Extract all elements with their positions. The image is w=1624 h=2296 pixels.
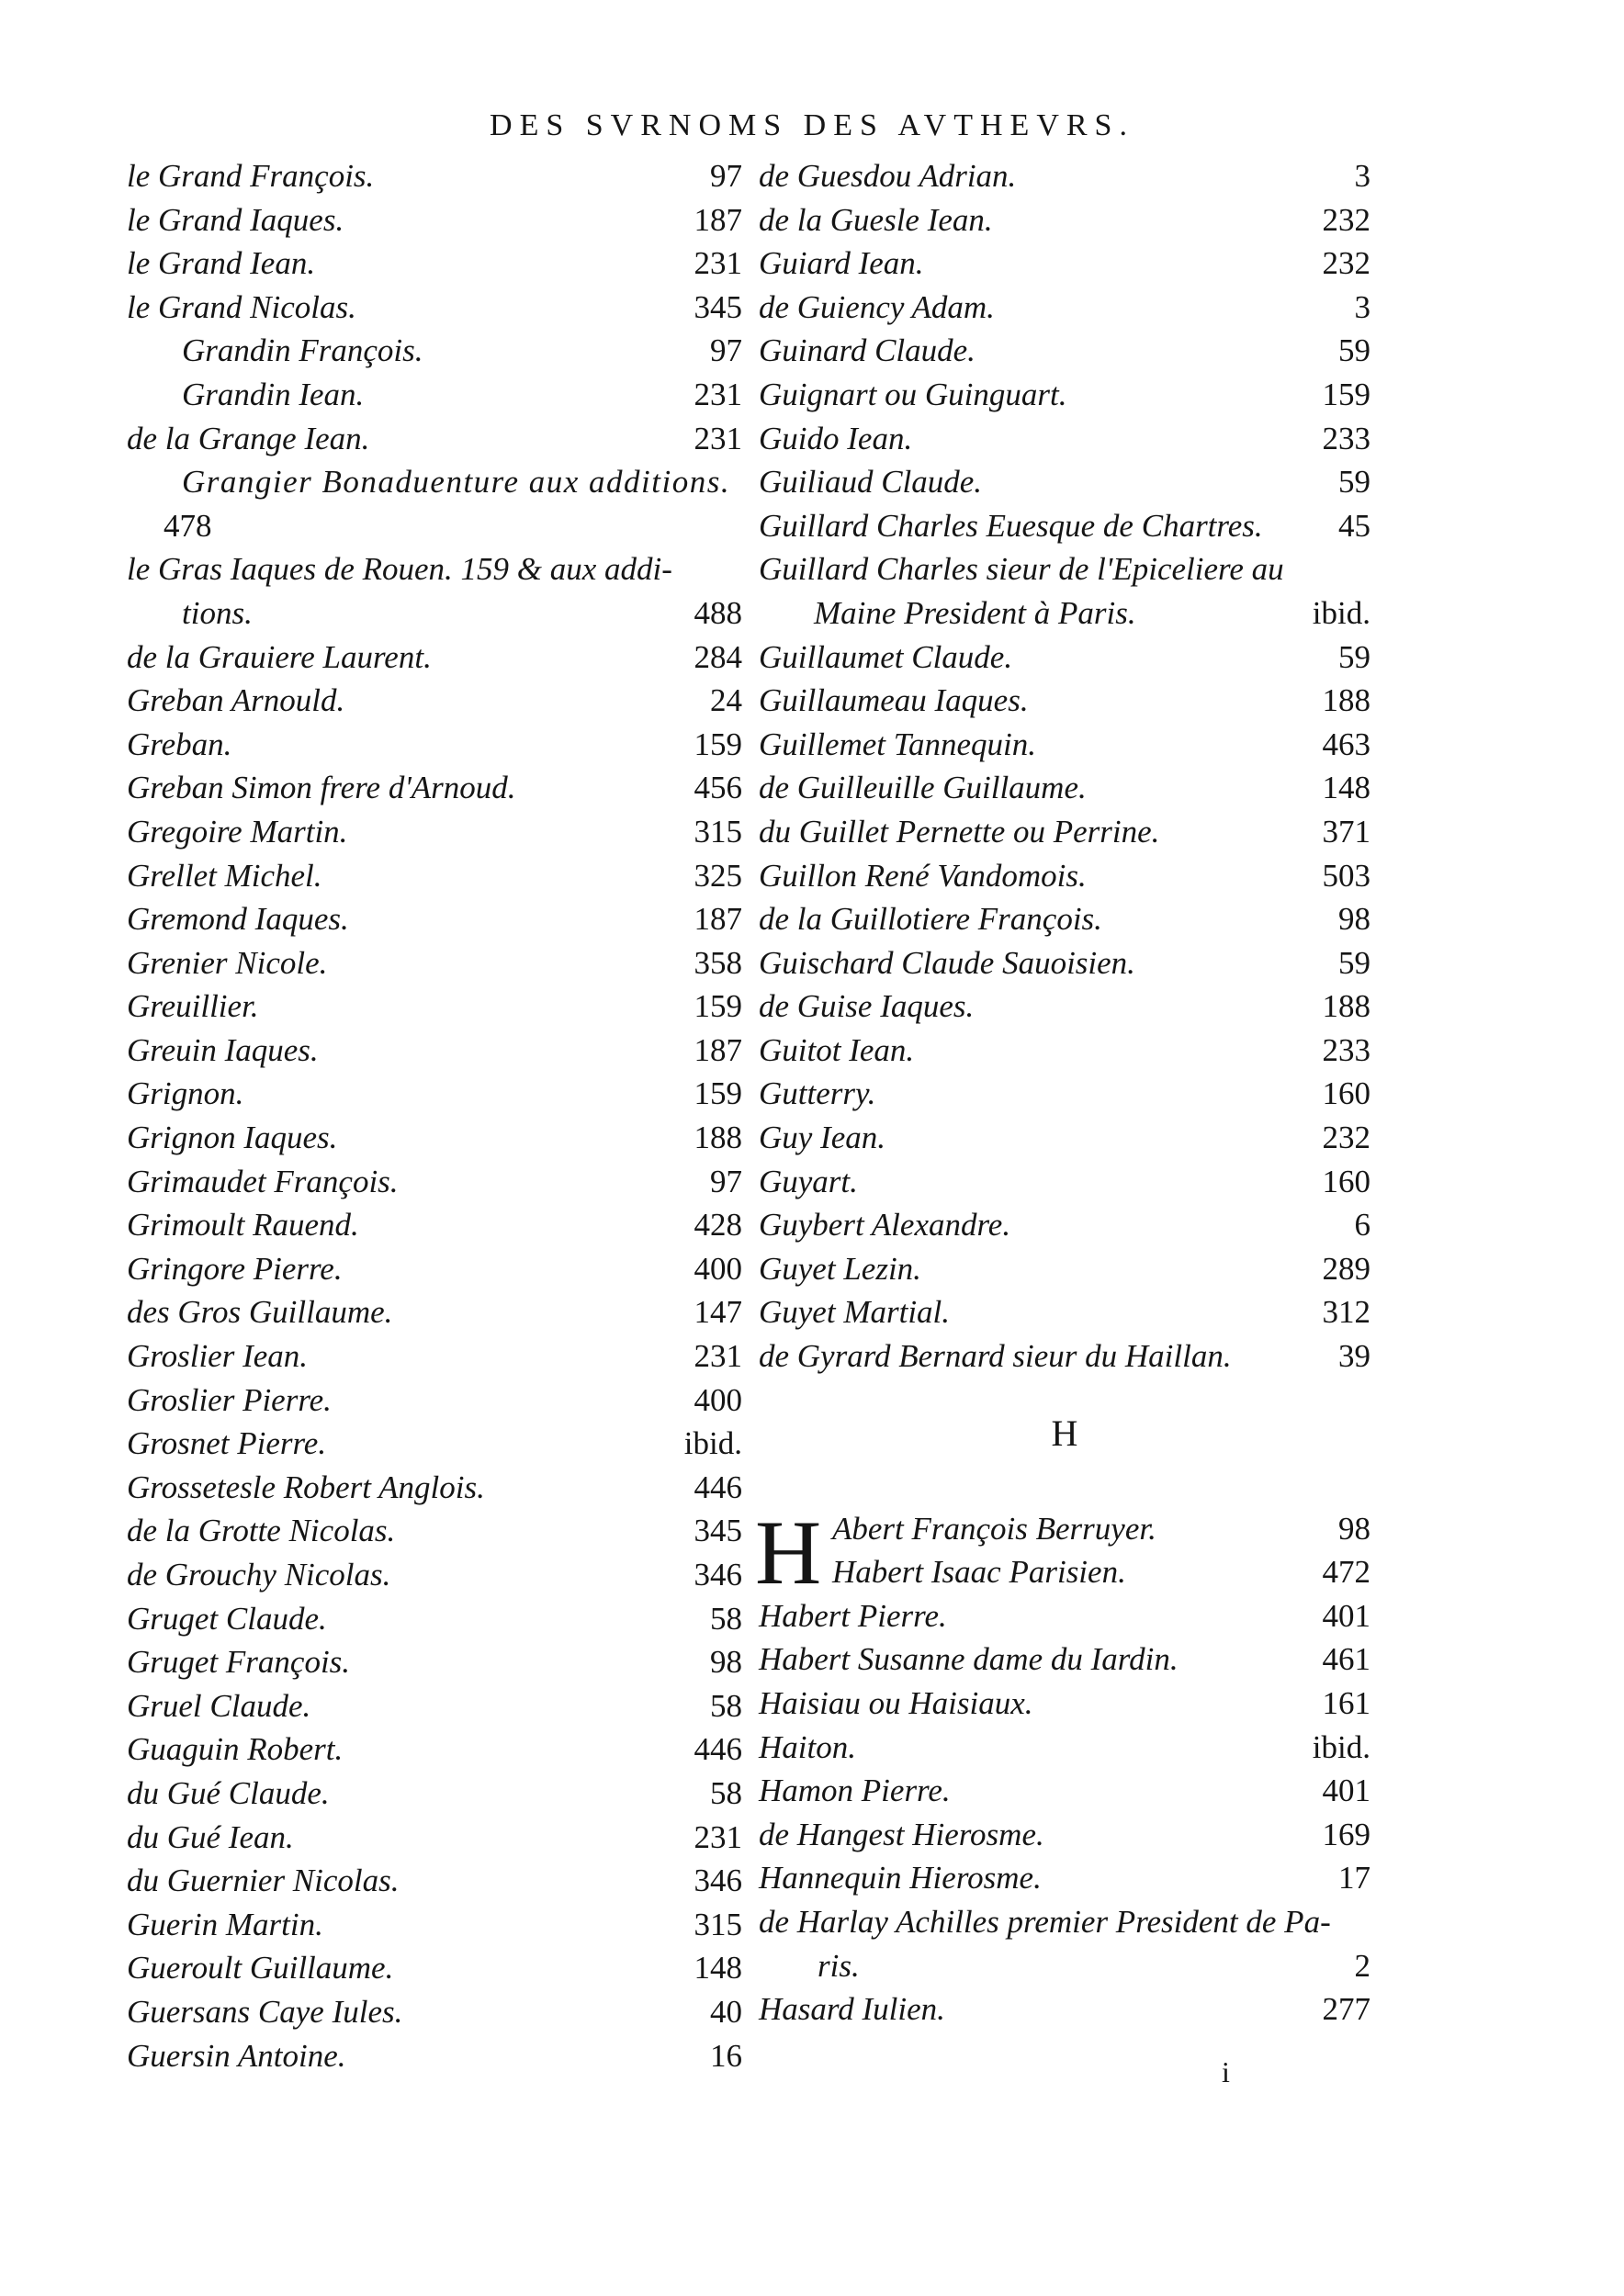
index-entry — [759, 941, 1370, 985]
index-entry — [127, 1072, 742, 1116]
index-entry — [127, 286, 742, 330]
index-entry — [127, 1466, 742, 1510]
index-entry — [127, 1247, 742, 1291]
entry-page: 488 — [694, 594, 742, 631]
entry-page: 233 — [1322, 1031, 1370, 1068]
index-entry — [759, 1160, 1370, 1204]
entry-name: Greban. — [127, 726, 232, 762]
entry-name: Grandin Iean. — [182, 376, 365, 412]
entry-page: 401 — [1322, 1597, 1370, 1634]
entry-page: 345 — [694, 1513, 742, 1549]
entry-name: Guyet Lezin. — [759, 1250, 921, 1287]
entry-page: 472 — [1322, 1554, 1370, 1591]
entry-page: 312 — [1322, 1294, 1370, 1331]
index-entry — [127, 1379, 742, 1423]
entry-page: 284 — [694, 638, 742, 675]
index-entry — [759, 985, 1370, 1029]
index-entry — [127, 1946, 742, 1990]
entry-name: de la Grotte Nicolas. — [127, 1513, 396, 1549]
entry-page: 45 — [1338, 507, 1370, 544]
index-entry — [759, 1507, 1370, 1551]
entry-page: 401 — [1322, 1773, 1370, 1809]
entry-name: Gremond Iaques. — [127, 901, 349, 938]
index-entry — [127, 1728, 742, 1772]
entry-name: Guischard Claude Sauoisien. — [759, 944, 1135, 981]
index-entry — [759, 1029, 1370, 1073]
index-entry — [127, 1903, 742, 1947]
index-entry — [127, 854, 742, 898]
index-entry — [759, 1726, 1370, 1770]
entry-page: 3 — [1354, 288, 1370, 325]
index-entry — [759, 1116, 1370, 1160]
entry-name: du Guernier Nicolas. — [127, 1863, 400, 1899]
signature-mark: i — [1222, 2055, 1230, 2088]
entry-page: 289 — [1322, 1250, 1370, 1287]
entry-page: 159 — [694, 726, 742, 762]
index-entry — [759, 547, 1370, 591]
entry-name: Guyet Martial. — [759, 1294, 951, 1331]
entry-page: ibid. — [1312, 594, 1370, 631]
entry-page: 446 — [694, 1731, 742, 1768]
entry-name: Hannequin Hierosme. — [759, 1860, 1042, 1896]
entry-name: Guillemet Tannequin. — [759, 726, 1037, 762]
entry-name: Groslier Pierre. — [127, 1381, 332, 1418]
entry-name: de Guilleuille Guillaume. — [759, 770, 1087, 806]
entry-name: Guignart ou Guinguart. — [759, 376, 1067, 412]
index-entry — [127, 1553, 742, 1597]
entry-name: Guaguin Robert. — [127, 1731, 344, 1768]
entry-name: le Gras Iaques de Rouen. 159 & aux addi- — [127, 551, 672, 588]
entry-name: du Guillet Pernette ou Perrine. — [759, 813, 1160, 850]
right-column — [755, 154, 1370, 2032]
index-entry — [759, 1072, 1370, 1116]
index-entry — [759, 417, 1370, 461]
entry-name: Hamon Pierre. — [759, 1773, 951, 1809]
index-entry — [127, 1509, 742, 1553]
entry-name: Guerin Martin. — [127, 1906, 323, 1942]
index-entry — [759, 1203, 1370, 1247]
entry-page: 188 — [1322, 682, 1370, 719]
entry-name: Gruget François. — [127, 1644, 351, 1681]
entry-name: du Gué Iean. — [127, 1818, 294, 1855]
entry-page: 232 — [1322, 245, 1370, 282]
index-entry — [127, 897, 742, 941]
entry-name: Grellet Michel. — [127, 857, 322, 894]
entry-name: tions. — [182, 594, 253, 631]
entry-name: Guillon René Vandomois. — [759, 857, 1087, 894]
entry-page: 147 — [694, 1294, 742, 1331]
index-entry — [127, 1640, 742, 1684]
entry-page: 346 — [694, 1863, 742, 1899]
entry-page: 232 — [1322, 201, 1370, 238]
entry-page: ibid. — [683, 1425, 742, 1462]
entry-name: Haiton. — [759, 1728, 856, 1765]
entry-page: 187 — [694, 901, 742, 938]
index-entry — [127, 1160, 742, 1204]
entry-page: 187 — [694, 201, 742, 238]
index-entry — [759, 1987, 1370, 2032]
entry-name: Greuin Iaques. — [127, 1031, 319, 1068]
entry-page: 461 — [1322, 1641, 1370, 1678]
entry-page: 58 — [710, 1774, 742, 1811]
index-entry — [759, 897, 1370, 941]
index-entry — [759, 1813, 1370, 1857]
index-entry — [127, 1422, 742, 1466]
index-entry — [127, 547, 742, 591]
entry-page: 40 — [710, 1993, 742, 2030]
entry-page: 59 — [1338, 638, 1370, 675]
entry-page: 16 — [710, 2037, 742, 2074]
index-entry — [759, 286, 1370, 330]
index-entry — [127, 154, 742, 198]
entry-page: 97 — [710, 332, 742, 369]
index-entry — [127, 2034, 742, 2078]
entry-page: 371 — [1322, 813, 1370, 850]
entry-name: Greban Simon frere d'Arnoud. — [127, 770, 516, 806]
index-entry — [759, 1900, 1370, 1944]
entry-name: des Gros Guillaume. — [127, 1294, 393, 1331]
entry-name: Guillard Charles sieur de l'Epiceliere au — [759, 551, 1284, 588]
left-column — [127, 154, 742, 2077]
entry-name: de Harlay Achilles premier President de Pa- — [759, 1903, 1331, 1940]
index-entry — [127, 766, 742, 810]
entry-page: 98 — [1338, 1510, 1370, 1547]
entry-page: 231 — [694, 245, 742, 282]
entry-page: 231 — [694, 1818, 742, 1855]
entry-name: Gregoire Martin. — [127, 813, 348, 850]
entry-name: Maine President à Paris. — [814, 594, 1136, 631]
index-entry — [759, 1290, 1370, 1334]
entry-name: du Gué Claude. — [127, 1774, 330, 1811]
section-letter-heading: H — [1051, 1412, 1078, 1454]
entry-page: 188 — [694, 1120, 742, 1156]
entry-name: Hasard Iulien. — [759, 1991, 945, 2028]
entry-page: 315 — [694, 813, 742, 850]
index-entry — [127, 1203, 742, 1247]
entry-page: 97 — [710, 158, 742, 194]
entry-page: 161 — [1322, 1685, 1370, 1721]
index-entry — [127, 1859, 742, 1903]
entry-page: 98 — [710, 1644, 742, 1681]
entry-name: Grenier Nicole. — [127, 944, 328, 981]
index-entry — [759, 373, 1370, 417]
entry-name: le Grand Iaques. — [127, 201, 344, 238]
entry-page: 160 — [1322, 1075, 1370, 1112]
index-entry — [759, 1769, 1370, 1813]
index-entry — [759, 854, 1370, 898]
entry-name: Guillaumet Claude. — [759, 638, 1013, 675]
entry-page: 169 — [1322, 1816, 1370, 1852]
index-entry-continuation — [759, 1944, 1370, 1988]
index-entry — [759, 460, 1370, 504]
entry-page: 446 — [694, 1469, 742, 1505]
index-entry — [127, 1029, 742, 1073]
entry-page: 59 — [1338, 464, 1370, 501]
entry-page: 6 — [1354, 1207, 1370, 1244]
entry-name: Guiliaud Claude. — [759, 464, 983, 501]
index-entry — [127, 1684, 742, 1728]
index-entry — [127, 1290, 742, 1334]
index-entry — [127, 636, 742, 680]
entry-name: ris. — [818, 1947, 860, 1984]
dropcap-block — [755, 1501, 1370, 1604]
index-entry — [127, 329, 742, 373]
entry-name: Guiard Iean. — [759, 245, 924, 282]
index-entry — [127, 242, 742, 286]
entry-page: 346 — [694, 1557, 742, 1593]
index-entry — [759, 636, 1370, 680]
entry-page: 98 — [1338, 901, 1370, 938]
entry-name: Guido Iean. — [759, 420, 913, 456]
entry-name: Guinard Claude. — [759, 332, 976, 369]
index-entry — [759, 810, 1370, 854]
index-entry — [127, 810, 742, 854]
entry-name: Abert François Berruyer. — [832, 1510, 1156, 1547]
entry-name: de la Guesle Iean. — [759, 201, 993, 238]
entry-name: Grosnet Pierre. — [127, 1425, 327, 1462]
index-entry — [127, 679, 742, 723]
index-entry — [127, 373, 742, 417]
entry-page: 159 — [694, 988, 742, 1025]
entry-name: Groslier Iean. — [127, 1338, 309, 1375]
entry-page: 2 — [1354, 1947, 1370, 1984]
entry-page: ibid. — [1312, 1728, 1370, 1765]
dropcap-letter: H — [755, 1501, 822, 1604]
entry-page: 160 — [1322, 1163, 1370, 1199]
entry-name: Habert Isaac Parisien. — [832, 1554, 1126, 1591]
index-entry-continuation — [127, 504, 742, 548]
entry-page: 17 — [1338, 1860, 1370, 1896]
entry-name: Grimoult Rauend. — [127, 1207, 359, 1244]
entry-name: Grimaudet François. — [127, 1163, 399, 1199]
entry-name: Guitot Iean. — [759, 1031, 915, 1068]
entry-page: 159 — [1322, 376, 1370, 412]
index-entry — [759, 198, 1370, 242]
entry-name: Greban Arnould. — [127, 682, 345, 719]
entry-name: de Gyrard Bernard sieur du Haillan. — [759, 1338, 1232, 1375]
entry-page: 428 — [694, 1207, 742, 1244]
index-entry — [127, 1334, 742, 1379]
entry-page: 400 — [694, 1381, 742, 1418]
index-entry — [759, 329, 1370, 373]
index-entry — [759, 679, 1370, 723]
index-entry — [127, 1597, 742, 1641]
entry-page: 3 — [1354, 158, 1370, 194]
entry-page: 503 — [1322, 857, 1370, 894]
entry-page: 400 — [694, 1250, 742, 1287]
entry-page: 187 — [694, 1031, 742, 1068]
entry-page: 463 — [1322, 726, 1370, 762]
entry-page: 59 — [1338, 944, 1370, 981]
entry-page: 59 — [1338, 332, 1370, 369]
entry-page: 58 — [710, 1687, 742, 1724]
entry-page: 231 — [694, 376, 742, 412]
entry-page: 232 — [1322, 1120, 1370, 1156]
entry-page: 148 — [694, 1950, 742, 1986]
entry-name: Haisiau ou Haisiaux. — [759, 1685, 1033, 1721]
running-head: DES SVRNOMS DES AVTHEVRS. — [490, 108, 1134, 142]
entry-name: Gueroult Guillaume. — [127, 1950, 394, 1986]
entry-name: de Guiency Adam. — [759, 288, 995, 325]
entry-name: Guybert Alexandre. — [759, 1207, 1011, 1244]
entry-page: 315 — [694, 1906, 742, 1942]
entry-name: Habert Pierre. — [759, 1597, 947, 1634]
entry-name: le Grand Nicolas. — [127, 288, 356, 325]
entry-name: Guillard Charles Euesque de Chartres. — [759, 507, 1263, 544]
entry-page: 231 — [694, 420, 742, 456]
entry-name: Gringore Pierre. — [127, 1250, 343, 1287]
entry-page: 358 — [694, 944, 742, 981]
entry-page: 456 — [694, 770, 742, 806]
entry-page: 277 — [1322, 1991, 1370, 2028]
entry-name: Gutterry. — [759, 1075, 876, 1112]
index-entry-continuation — [127, 591, 742, 636]
index-entry-continuation — [759, 591, 1370, 636]
index-entry — [127, 198, 742, 242]
entry-page: 148 — [1322, 770, 1370, 806]
entry-name: Gruget Claude. — [127, 1600, 327, 1637]
index-entry — [759, 504, 1370, 548]
entry-name: de la Grange Iean. — [127, 420, 370, 456]
entry-name: Guersans Caye Iules. — [127, 1993, 403, 2030]
entry-name: Guersin Antoine. — [127, 2037, 346, 2074]
entry-name: de Hangest Hierosme. — [759, 1816, 1044, 1852]
index-entry — [759, 1682, 1370, 1726]
entry-page: 231 — [694, 1338, 742, 1375]
index-entry — [127, 941, 742, 985]
index-entry — [127, 985, 742, 1029]
index-entry — [127, 1816, 742, 1860]
entry-name: de Guesdou Adrian. — [759, 158, 1017, 194]
index-entry — [759, 242, 1370, 286]
entry-name: Guyart. — [759, 1163, 858, 1199]
entry-name: Grossetesle Robert Anglois. — [127, 1469, 485, 1505]
entry-name: Gruel Claude. — [127, 1687, 311, 1724]
entry-name: le Grand Iean. — [127, 245, 316, 282]
index-entry — [127, 1116, 742, 1160]
entry-name: le Grand François. — [127, 158, 375, 194]
entry-page: 97 — [710, 1163, 742, 1199]
entry-name: de la Guillotiere François. — [759, 901, 1102, 938]
index-entry — [759, 766, 1370, 810]
entry-name: 478 — [164, 507, 212, 544]
entry-name: Habert Susanne dame du Iardin. — [759, 1641, 1179, 1678]
index-entry — [127, 1990, 742, 2034]
index-entry — [759, 1247, 1370, 1291]
index-entry — [759, 723, 1370, 767]
index-entry — [759, 1334, 1370, 1379]
index-entry — [127, 723, 742, 767]
entry-name: Grignon. — [127, 1075, 244, 1112]
entry-name: Guillaumeau Iaques. — [759, 682, 1029, 719]
entry-page: 345 — [694, 288, 742, 325]
index-entry — [127, 1772, 742, 1816]
entry-name: de la Grauiere Laurent. — [127, 638, 432, 675]
entry-name: de Grouchy Nicolas. — [127, 1557, 391, 1593]
entry-page: 159 — [694, 1075, 742, 1112]
entry-name: Grangier Bonaduenture aux additions. — [182, 464, 731, 501]
index-entry — [127, 460, 742, 504]
index-entry — [759, 154, 1370, 198]
entry-page: 188 — [1322, 988, 1370, 1025]
entry-name: Grignon Iaques. — [127, 1120, 338, 1156]
entry-name: Guy Iean. — [759, 1120, 886, 1156]
entry-page: 24 — [710, 682, 742, 719]
entry-name: Greuillier. — [127, 988, 259, 1025]
entry-name: de Guise Iaques. — [759, 988, 975, 1025]
entry-page: 325 — [694, 857, 742, 894]
entry-name: Grandin François. — [182, 332, 423, 369]
index-entry — [759, 1594, 1370, 1638]
entry-page: 39 — [1338, 1338, 1370, 1375]
index-entry — [759, 1550, 1370, 1594]
index-entry — [759, 1638, 1370, 1682]
index-entry — [759, 1856, 1370, 1900]
entry-page: 233 — [1322, 420, 1370, 456]
index-entry — [127, 417, 742, 461]
entry-page: 58 — [710, 1600, 742, 1637]
